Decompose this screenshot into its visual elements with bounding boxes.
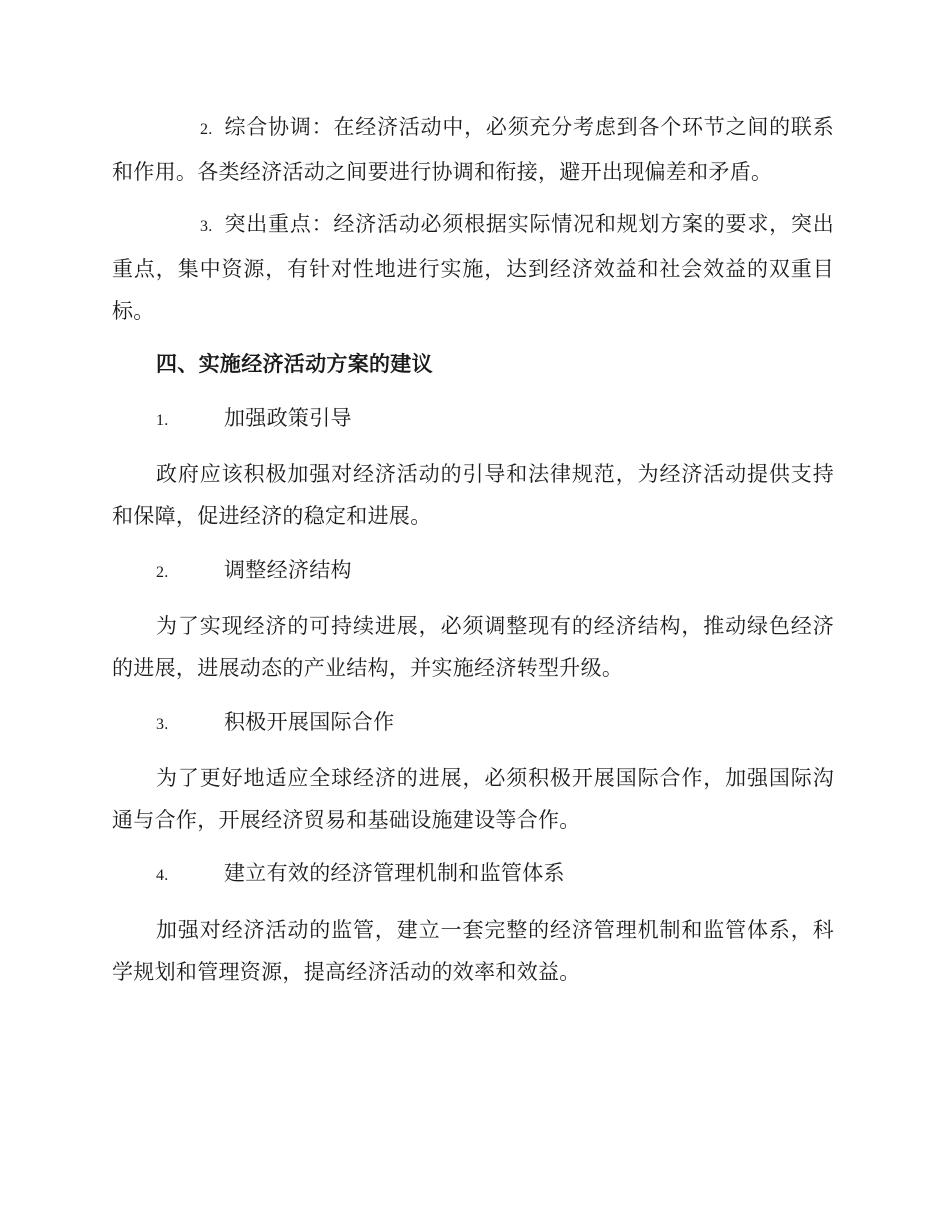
item-number: 2.: [156, 564, 169, 581]
suggestion-title: 积极开展国际合作: [224, 710, 395, 734]
principle-text: 突出重点：经济活动必须根据实际情况和规划方案的要求，突出重点，集中资源，有针对性地进行实施，达到经济效益和社会效益的双重目标。: [112, 212, 834, 323]
item-number: 4.: [156, 867, 169, 884]
principle-item-2: [112, 106, 834, 193]
item-number: 3.: [200, 218, 213, 235]
item-number: 2.: [200, 121, 213, 138]
suggestion-title: 加强政策引导: [224, 406, 352, 430]
suggestion-body: 政府应该积极加强对经济活动的引导和法律规范，为经济活动提供支持和保障，促进经济的稳定和进展。: [112, 462, 834, 528]
suggestion-4-title-block: [112, 852, 834, 897]
section-heading: 四、实施经济活动方案的建议: [156, 351, 433, 376]
suggestion-3-body-block: [112, 757, 834, 841]
suggestion-body: 加强对经济活动的监管，建立一套完整的经济管理机制和监管体系，科学规划和管理资源，提高经济活动的效率和效益。: [112, 918, 834, 984]
item-number: 1.: [156, 412, 169, 429]
principle-item-3: [112, 203, 834, 332]
suggestion-4-body-block: [112, 909, 834, 993]
suggestion-title-line: [112, 397, 834, 442]
suggestion-title-line: [112, 549, 834, 594]
item-number: 3.: [156, 716, 169, 733]
suggestion-2-title-block: [112, 549, 834, 594]
suggestion-title-line: [112, 852, 834, 897]
principle-paragraph: [112, 203, 834, 332]
suggestion-title: 建立有效的经济管理机制和监管体系: [224, 861, 565, 885]
suggestion-1-title-block: [112, 397, 834, 442]
principle-text: 综合协调：在经济活动中，必须充分考虑到各个环节之间的联系和作用。各类经济活动之间要进行协调和衔接，避开出现偏差和矛盾。: [112, 115, 834, 184]
suggestion-3-title-block: [112, 701, 834, 746]
suggestion-1-body-block: [112, 453, 834, 537]
suggestion-body: 为了实现经济的可持续进展，必须调整现有的经济结构，推动绿色经济的进展，进展动态的产业结构，并实施经济转型升级。: [112, 614, 834, 680]
suggestion-2-body-block: [112, 605, 834, 689]
suggestion-title: 调整经济结构: [224, 558, 352, 582]
principle-paragraph: [112, 106, 834, 193]
suggestion-title-line: [112, 701, 834, 746]
section-heading-block: [112, 343, 834, 385]
suggestion-body: 为了更好地适应全球经济的进展，必须积极开展国际合作，加强国际沟通与合作，开展经济贸易和基础设施建设等合作。: [112, 766, 834, 832]
